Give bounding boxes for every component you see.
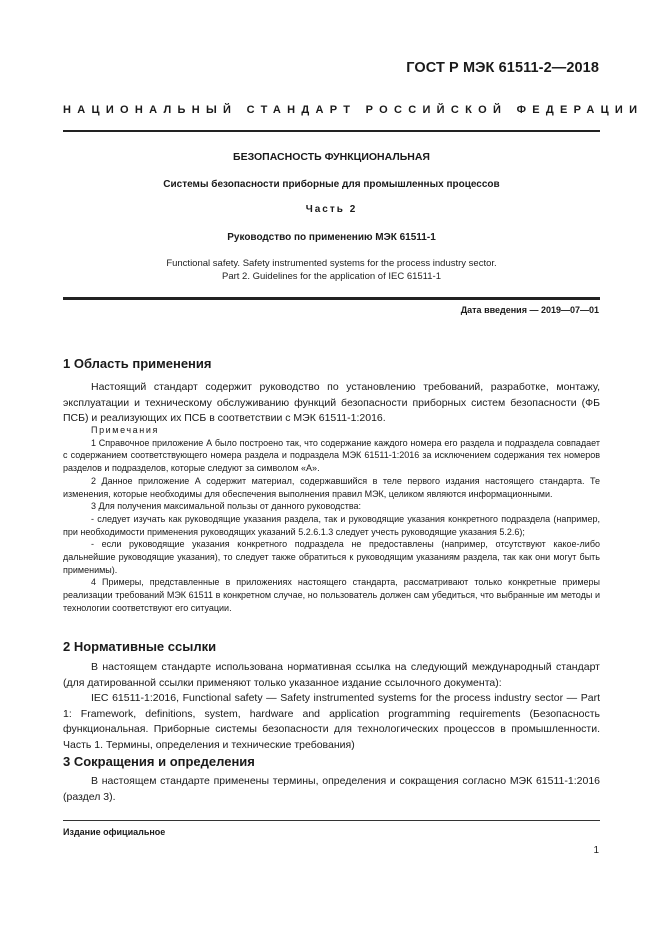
official-edition-label: Издание официальное xyxy=(63,827,166,837)
introduction-date: Дата введения — 2019—07—01 xyxy=(460,305,599,315)
note-1: 1 Справочное приложение А было построено так, что содержание каждого номера его раздела и подраздела совпадает с содержанием соответствующего номера раздела и подраздела МЭК 61511-1:2016 за исключением содержания тех номеров разделов и подразделов, которые следуют за символом «А». xyxy=(63,437,600,474)
section-2-body xyxy=(63,660,600,753)
note-2: 2 Данное приложение А содержит материал, содержавшийся в теле первого издания настоящего стандарта. Те изменения, которые необходимы для обеспечения выполнения правил МЭК, целиком являются информационными. xyxy=(63,475,600,499)
section-heading: 2 Нормативные ссылки xyxy=(63,639,217,654)
note-3: 3 Для получения максимальной пользы от данного руководства: xyxy=(91,501,362,512)
section-3-body xyxy=(63,774,600,805)
title-divider xyxy=(63,297,600,300)
section-1-paragraph: Настоящий стандарт содержит руководство по установлению требований, разработке, монтажу, эксплуатации и техническому обслуживанию функций безопасности приборных систем безопасности (ФБ ПСБ) и реализующих их ПСБ в соответствии с МЭК 61511-1:2016. xyxy=(63,381,600,424)
page-number: 1 xyxy=(593,845,599,856)
title-line-3: Руководство по применению МЭК 61511-1 xyxy=(227,232,436,243)
title-line-1: БЕЗОПАСНОСТЬ ФУНКЦИОНАЛЬНАЯ xyxy=(233,151,430,163)
section-heading: 1 Область применения xyxy=(63,356,212,371)
section-1-body xyxy=(63,380,600,427)
note-3b: - если руководящие указания конкретного подраздела не предоставлены (например, отсутствуют какое-либо дальнейшие руководящие указания), то следует также обратиться к руководящим указаниям раздела, так как они могут быть применимы). xyxy=(63,539,600,575)
section-2-heading xyxy=(63,639,600,654)
note-3a: - следует изучать как руководящие указания раздела, так и руководящие указания конкретного подраздела (например, при необходимости применения руководящих указаний 5.2.6.1.3 следует учесть руководящие указания 5.2.6); xyxy=(63,513,600,537)
section-3-paragraph: В настоящем стандарте применены термины, определения и сокращения согласно МЭК 61511-1:2016 (раздел 3). xyxy=(63,775,600,803)
english-title xyxy=(63,257,600,283)
top-divider xyxy=(63,130,600,132)
section-heading: 3 Сокращения и определения xyxy=(63,754,255,769)
section-2-paragraph-2: IEC 61511-1:2016, Functional safety — Safety instrumented systems for the process industry sector — Part 1: Framework, definitions, system, hardware and application programming requirements (Безопасность функциональная. Приборные системы безопасности для технологических процессов в промышленности. Часть 1. Термины, определения и технические требования) xyxy=(63,692,600,751)
english-title-line-1: Functional safety. Safety instrumented systems for the process industry sector. xyxy=(166,258,497,269)
title-line-2: Системы безопасности приборные для промышленных процессов xyxy=(163,179,500,190)
footer-divider xyxy=(63,820,600,821)
english-title-line-2: Part 2. Guidelines for the application of IEC 61511-1 xyxy=(222,271,441,282)
section-3-heading xyxy=(63,754,600,769)
standard-code: ГОСТ Р МЭК 61511-2—2018 xyxy=(406,60,599,76)
section-2-paragraph-1: В настоящем стандарте использована нормативная ссылка на следующий международный стандарт (для датированной ссылки применяют только указанное издание ссылочного документа): xyxy=(63,661,600,689)
section-1-notes xyxy=(63,424,600,615)
notes-heading: Примечания xyxy=(91,425,159,435)
section-1-heading xyxy=(63,356,600,371)
title-part: Часть 2 xyxy=(305,204,358,215)
note-4: 4 Примеры, представленные в приложениях настоящего стандарта, рассматривают только конкретные примеры реализации требований МЭК 61511 в конкретном случае, но пользователь должен сам убедиться, что выбранные им методы и технологии соответствуют его ситуации. xyxy=(63,577,600,613)
national-standard-title: НАЦИОНАЛЬНЫЙ СТАНДАРТ РОССИЙСКОЙ ФЕДЕРАЦИИ xyxy=(63,104,644,116)
